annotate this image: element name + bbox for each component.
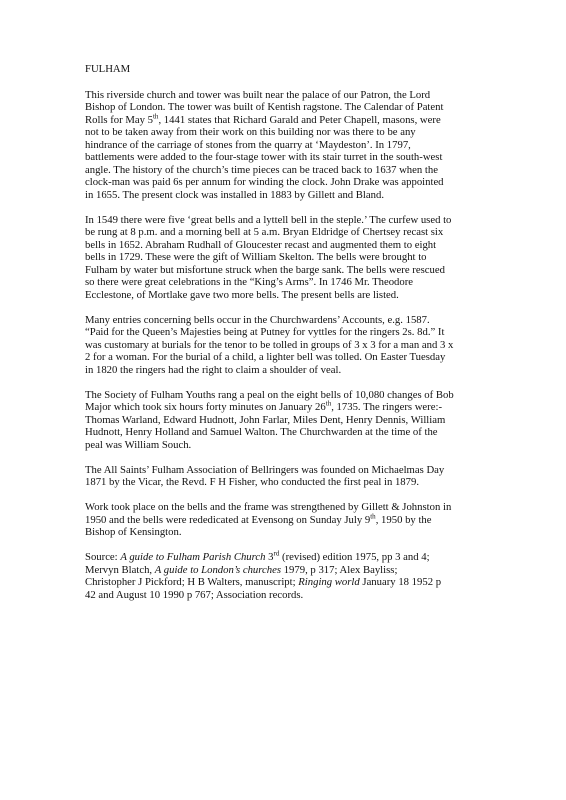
paragraph [85, 551, 485, 601]
text-line: 1950 and the bells were rededicated at Evensong on Sunday July 9th, 1950 by the [85, 511, 432, 526]
paragraph [85, 89, 485, 202]
text-line: bells in 1652. Abraham Rudhall of Gloucester recast and augmented them to eight [85, 238, 437, 251]
text-line: 1871 by the Vicar, the Revd. F H Fisher, who conducted the first peal in 1879. [85, 476, 420, 488]
text-line: Fulham by water but misfortune struck when the barge sank. The bells were rescued [85, 263, 445, 276]
document-title: FULHAM [85, 63, 131, 75]
text-line: Ecclestone, of Mortlake gave two more bells. The present bells are listed. [85, 288, 399, 301]
text-line: Many entries concerning bells occur in the Churchwardens’ Accounts, e.g. 1587. [85, 313, 430, 326]
document-body [85, 89, 485, 602]
paragraph [85, 314, 485, 377]
text-line: hindrance of the carriage of stones from the quarry at ‘Maydeston’. In 1797, [85, 138, 411, 151]
text-line: Work took place on the bells and the frame was strengthened by Gillett & Johnston in [85, 501, 452, 513]
text-line: bells in 1729. These were the gift of William Skelton. The bells were brought to [85, 251, 427, 263]
text-line: Source: A guide to Fulham Parish Church 3rd (revised) edition 1975, pp 3 and 4; [85, 549, 430, 563]
text-line: angle. The history of the church’s time pieces can be traced back to 1637 when the [85, 163, 438, 176]
text-line: Mervyn Blatch, A guide to London’s churches 1979, p 317; Alex Bayliss; [85, 563, 398, 576]
text-line: clock-man was paid 6s per annum for winding the clock. John Drake was appointed [85, 176, 444, 188]
text-line: Bishop of Kensington. [85, 526, 182, 538]
document-page [85, 63, 485, 614]
text-line: so there were great celebrations in the “King’s Arms”. In 1746 Mr. Theodore [85, 276, 414, 288]
text-line: The All Saints’ Fulham Association of Bellringers was founded on Michaelmas Day [85, 463, 445, 476]
text-line: battlements were added to the four-stage tower with its stair turret in the south-west [85, 151, 443, 163]
text-line: “Paid for the Queen’s Majesties being at Putney for vyttles for the ringers 2s. 8d.” It [85, 326, 445, 338]
text-line: in 1820 the ringers had the right to claim a shoulder of veal. [85, 363, 342, 376]
italic-title: A guide to Fulham Parish Church [120, 551, 266, 563]
text-line: In 1549 there were five ‘great bells and a lyttell bell in the steple.’ The curfew used to [85, 213, 452, 226]
text-line: in 1655. The present clock was installed in 1883 by Gillett and Bland. [85, 188, 384, 201]
text-line: Christopher J Pickford; H B Walters, manuscript; Ringing world January 18 1952 p [85, 576, 442, 588]
text-line: 42 and August 10 1990 p 767; Association records. [85, 588, 304, 601]
paragraph [85, 214, 485, 302]
text-line: Bishop of London. The tower was built of Kentish ragstone. The Calendar of Patent [85, 101, 444, 113]
text-line: Rolls for May 5th, 1441 states that Richard Garald and Peter Chapell, masons, were [85, 111, 441, 126]
paragraph [85, 501, 485, 539]
text-line: Major which took six hours forty minutes on January 26th, 1735. The ringers were:- [85, 399, 443, 413]
superscript: th [325, 399, 332, 408]
italic-title: A guide to London’s churches [154, 563, 282, 576]
text-line: 2 for a woman. For the burial of a child, a lighter bell was tolled. On Easter Tuesday [85, 351, 446, 363]
text-line: Thomas Warland, Edward Hudnott, John Farlar, Miles Dent, Henry Dennis, William [85, 413, 446, 426]
paragraph [85, 389, 485, 452]
text-line: be rung at 8 p.m. and a morning bell at 5 a.m. Bryan Eldridge of Chertsey recast six [85, 226, 444, 238]
text-line: The Society of Fulham Youths rang a peal on the eight bells of 10,080 changes of Bob [85, 388, 454, 401]
superscript: th [152, 111, 159, 120]
text-line: This riverside church and tower was built near the palace of our Patron, the Lord [85, 88, 431, 101]
text-line: not to be taken away from their work on this building nor was there to be any [85, 126, 416, 138]
text-line: Hudnott, Henry Holland and Samuel Walton. The Churchwarden at the time of the [85, 426, 438, 438]
italic-title: Ringing world [298, 576, 360, 588]
text-line: peal was William Souch. [85, 438, 192, 451]
superscript: rd [273, 549, 280, 558]
superscript: th [370, 511, 376, 520]
text-line: was customary at burials for the tenor to be tolled in groups of 3 x 3 for a man and 3 x [85, 338, 454, 351]
paragraph [85, 464, 485, 489]
